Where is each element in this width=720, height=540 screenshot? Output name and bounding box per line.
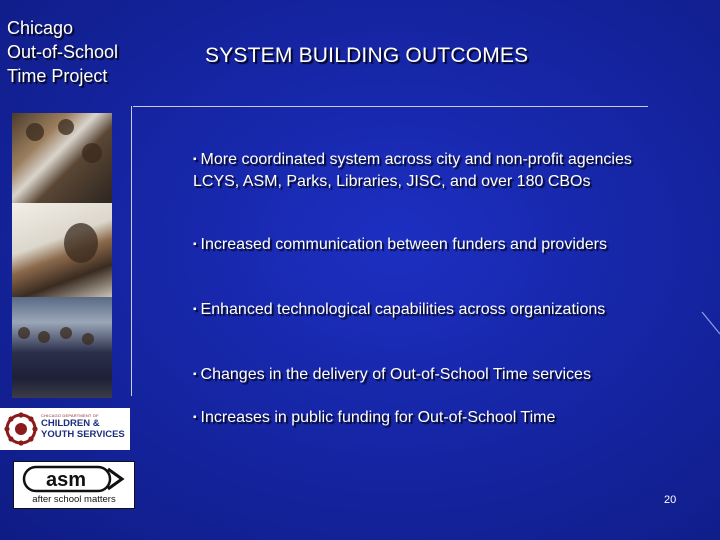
photo-student-headphones — [12, 203, 112, 297]
bullet-item — [193, 407, 633, 429]
cys-logo-subtitle: CHICAGO DEPARTMENT OF — [41, 413, 99, 418]
asm-wordmark-text: asm — [45, 469, 87, 491]
bullet-marker-icon: ▪ — [193, 304, 197, 315]
bullet-text: More coordinated system across city and non-profit agencies LCYS, ASM, Parks, Libraries, JISC, and over 180 CBOs — [193, 151, 632, 190]
slide-title: SYSTEM BUILDING OUTCOMES — [205, 44, 529, 67]
bullet-text: Changes in the delivery of Out-of-School Time services — [200, 366, 591, 383]
bullet-marker-icon: ▪ — [193, 412, 197, 423]
photo-students-table — [12, 113, 112, 203]
photo-students-uniform — [12, 297, 112, 398]
cys-emblem-icon — [4, 412, 38, 446]
decorative-line-icon — [700, 310, 720, 336]
bullet-marker-icon: ▪ — [193, 239, 197, 250]
cys-logo-title: CHILDREN & YOUTH SERVICES — [41, 418, 125, 440]
bullet-item — [193, 299, 633, 321]
bullet-item — [193, 149, 633, 193]
asm-wordmark-icon — [22, 465, 126, 493]
title-divider — [133, 106, 648, 107]
cys-logo — [0, 408, 130, 450]
page-number: 20 — [664, 494, 677, 506]
photo-divider — [131, 106, 132, 396]
photo-collage — [12, 113, 112, 398]
bullet-text: Enhanced technological capabilities across organizations — [200, 301, 606, 318]
bullet-text: Increases in public funding for Out-of-School Time — [200, 409, 556, 426]
asm-logo — [13, 461, 135, 509]
bullet-item — [193, 364, 633, 386]
bullet-marker-icon: ▪ — [193, 369, 197, 380]
project-title: Chicago Out-of-School Time Project — [7, 18, 119, 86]
asm-logo-tagline: after school matters — [32, 494, 116, 505]
bullet-text: Increased communication between funders and providers — [200, 236, 607, 253]
bullet-marker-icon: ▪ — [193, 154, 197, 165]
bullet-item — [193, 234, 633, 256]
